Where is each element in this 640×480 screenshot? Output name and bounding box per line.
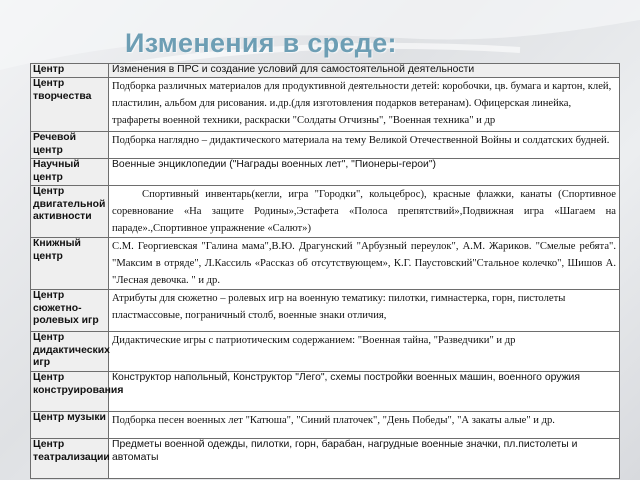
row-center: Центр театрализации [31, 438, 109, 478]
table-row [31, 289, 620, 331]
row-content: Военные энциклопедии ("Награды военных лет", "Пионеры-герои") [109, 158, 620, 185]
table-row [31, 438, 620, 478]
row-content: Подборка различных материалов для продуктивной деятельности детей: коробочки, цв. бумага и картон, клей, пластилин, альбом для рисования. и.др.(для изготовления подарков ветеранам). Офицерская линейка, трафареты военной техники, раскраски "Солдаты Отчизны", "Военная техника" и др [109, 77, 620, 131]
table-row [31, 131, 620, 158]
table-row [31, 77, 620, 131]
row-center: Книжный центр [31, 237, 109, 289]
table-row [31, 185, 620, 237]
header-center: Центр [31, 64, 109, 78]
row-content: Подборка наглядно – дидактического материала на тему Великой Отечественной Войны и солдатских будней. [109, 131, 620, 158]
table-row [31, 158, 620, 185]
row-center: Центр музыки [31, 411, 109, 438]
table-row [31, 411, 620, 438]
row-center: Речевой центр [31, 131, 109, 158]
row-content: Атрибуты для сюжетно – ролевых игр на военную тематику: пилотки, гимнастерка, горн, пистолеты пластмассовые, пограничный столб, военные знаки отличия, [109, 289, 620, 331]
row-center: Центр конструирования [31, 371, 109, 411]
row-content: Спортивный инвентарь(кегли, игра "Городки", кольцеброс), красные флажки, канаты (Спортивное соревнование «На защите Родины»,Эстафета «Полоса препятствий»,Подвижная игра «Шагаем на параде».,Спортивное упражнение «Салют») [109, 185, 620, 237]
row-content: Подборка песен военных лет "Катюша", "Синий платочек", "День Победы", "А закаты алые" и др. [109, 411, 620, 438]
row-center: Центр двигательной активности [31, 185, 109, 237]
header-changes: Изменения в ПРС и создание условий для самостоятельной деятельности [109, 64, 620, 78]
page-title: Изменения в среде: [125, 28, 397, 58]
table-row [31, 331, 620, 371]
row-content: С.М. Георгиевская "Галина мама",В.Ю. Драгунский "Арбузный переулок", А.М. Жариков. "Смелые ребята". "Максим в отряде", Л.Кассиль «Рассказ об отсутствующем», К.Г. Паустовский"Стальное колечко", Шишов А. "Лесная девочка. " и др. [109, 237, 620, 289]
table-row [31, 371, 620, 411]
row-content: Дидактические игры с патриотическим содержанием: "Военная тайна, "Разведчики" и др [109, 331, 620, 371]
table-row [31, 237, 620, 289]
row-center: Центр дидактических игр [31, 331, 109, 371]
row-content: Предметы военной одежды, пилотки, горн, барабан, нагрудные военные значки, пл.пистолеты и автоматы [109, 438, 620, 478]
changes-table [30, 63, 620, 479]
row-center: Научный центр [31, 158, 109, 185]
row-center: Центр сюжетно-ролевых игр [31, 289, 109, 331]
row-center: Центр творчества [31, 77, 109, 131]
table-header-row [31, 64, 620, 78]
row-content: Конструктор напольный, Конструктор "Лего", схемы постройки военных машин, военного оружия [109, 371, 620, 411]
